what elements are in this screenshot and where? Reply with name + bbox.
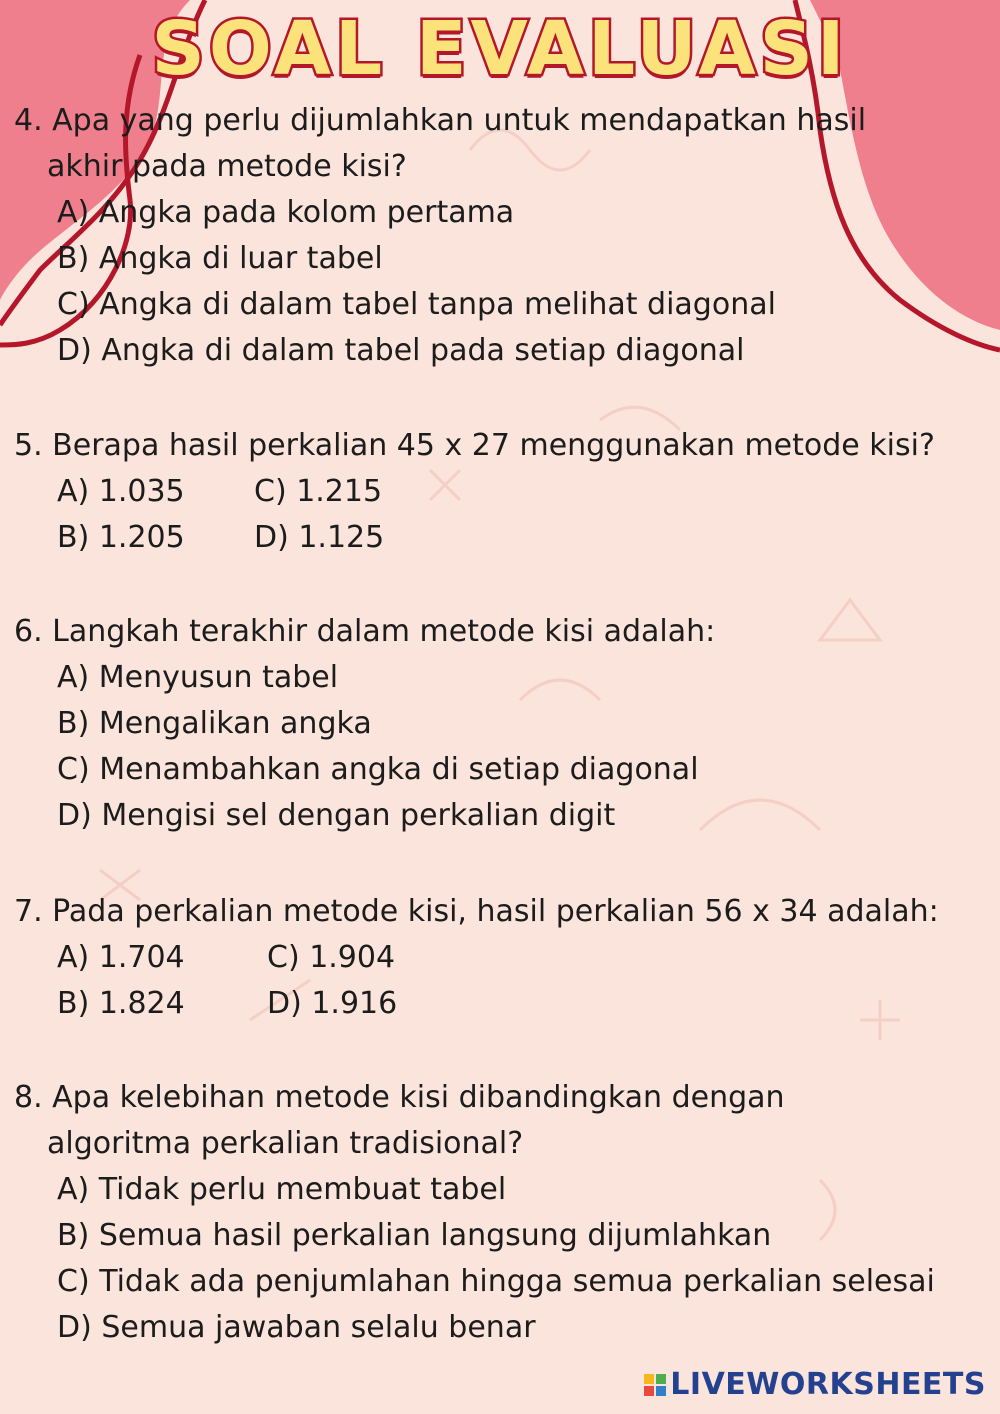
option-b[interactable]: B) Angka di luar tabel	[57, 241, 383, 276]
option-b[interactable]: B) 1.824	[57, 986, 185, 1021]
option-d[interactable]: D) Angka di dalam tabel pada setiap diagonal	[57, 333, 745, 368]
option-b[interactable]: B) 1.205	[57, 520, 185, 555]
option-c[interactable]: C) Menambahkan angka di setiap diagonal	[57, 752, 699, 787]
question-5	[14, 423, 935, 561]
question-stem: 6. Langkah terakhir dalam metode kisi adalah:	[14, 614, 716, 649]
option-grid	[14, 935, 939, 1027]
question-stem-continued: akhir pada metode kisi?	[47, 149, 407, 184]
option-d[interactable]: D) Mengisi sel dengan perkalian digit	[57, 798, 616, 833]
question-6	[14, 609, 715, 839]
option-c[interactable]: C) 1.215	[254, 474, 383, 509]
logo-text: LIVEWORKSHEETS	[670, 1367, 986, 1402]
option-c[interactable]: C) Tidak ada penjumlahan hingga semua perkalian selesai	[57, 1264, 935, 1299]
liveworksheets-logo[interactable]	[644, 1367, 986, 1402]
option-b[interactable]: B) Mengalikan angka	[57, 706, 372, 741]
option-c[interactable]: C) Angka di dalam tabel tanpa melihat diagonal	[57, 287, 776, 322]
question-stem-continued: algoritma perkalian tradisional?	[47, 1126, 524, 1161]
option-a[interactable]: A) Menyusun tabel	[57, 660, 339, 695]
option-d[interactable]: D) 1.916	[267, 986, 398, 1021]
option-a[interactable]: A) Tidak perlu membuat tabel	[57, 1172, 507, 1207]
question-stem: 5. Berapa hasil perkalian 45 x 27 menggunakan metode kisi?	[14, 428, 935, 463]
option-grid	[14, 469, 935, 561]
option-a[interactable]: A) 1.035	[57, 474, 185, 509]
option-b[interactable]: B) Semua hasil perkalian langsung dijumlahkan	[57, 1218, 772, 1253]
question-8	[14, 1075, 935, 1351]
logo-blocks-icon	[644, 1374, 666, 1396]
question-stem: 4. Apa yang perlu dijumlahkan untuk mendapatkan hasil	[14, 103, 867, 138]
question-7	[14, 889, 939, 1027]
question-4	[14, 98, 866, 374]
page-title: SOAL EVALUASI	[151, 6, 849, 92]
option-c[interactable]: C) 1.904	[267, 940, 396, 975]
option-d[interactable]: D) Semua jawaban selalu benar	[57, 1310, 536, 1345]
option-a[interactable]: A) 1.704	[57, 940, 185, 975]
option-d[interactable]: D) 1.125	[254, 520, 385, 555]
question-stem: 7. Pada perkalian metode kisi, hasil perkalian 56 x 34 adalah:	[14, 894, 939, 929]
question-stem: 8. Apa kelebihan metode kisi dibandingkan dengan	[14, 1080, 785, 1115]
option-a[interactable]: A) Angka pada kolom pertama	[57, 195, 515, 230]
